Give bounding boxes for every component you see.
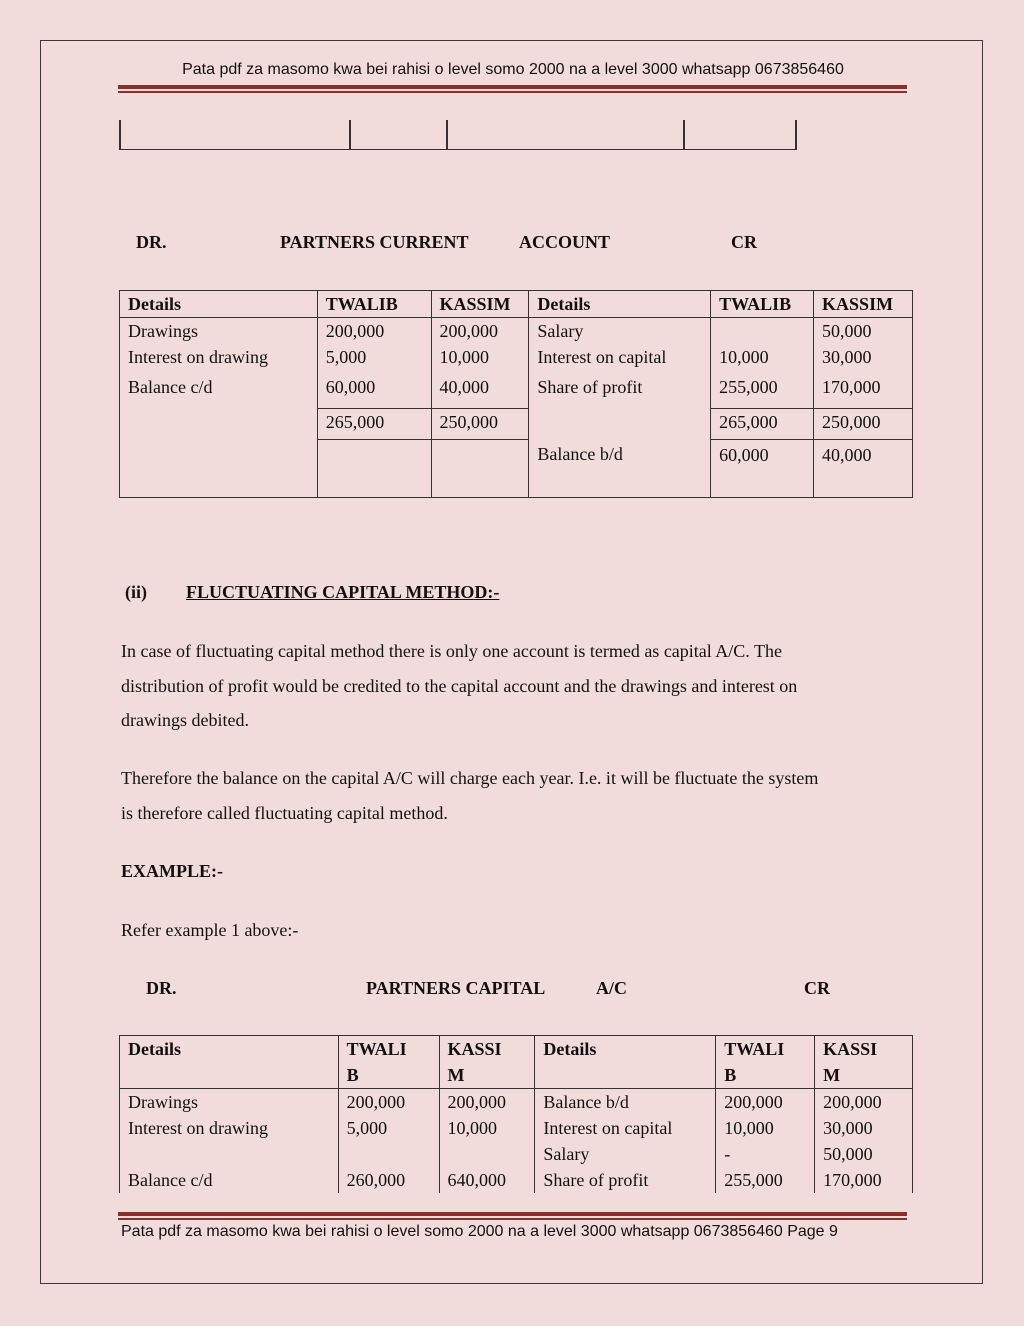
cell: 200,000	[716, 1089, 815, 1116]
cell	[431, 439, 529, 497]
cell: Balance c/d	[120, 1167, 339, 1193]
cell: Share of profit	[529, 370, 711, 408]
balance-bd-row	[120, 439, 913, 497]
cell: 40,000	[814, 439, 913, 497]
cell	[529, 408, 711, 439]
cell: 50,000	[815, 1141, 913, 1167]
cell: 255,000	[716, 1167, 815, 1193]
header-cell: KASSI M	[815, 1036, 913, 1089]
table-header-row	[120, 1036, 913, 1089]
cell	[338, 1141, 439, 1167]
title-part2: ACCOUNT	[519, 232, 611, 252]
table-header-row	[120, 291, 913, 318]
cell: 30,000	[814, 344, 913, 370]
example-heading: EXAMPLE:-	[121, 861, 223, 881]
cell: Interest on drawing	[120, 1115, 339, 1141]
cell: -	[716, 1141, 815, 1167]
table-row	[120, 344, 913, 370]
cell: 640,000	[439, 1167, 535, 1193]
header-cell: KASSI M	[439, 1036, 535, 1089]
cr-label: CR	[804, 978, 830, 998]
text-line: is therefore called fluctuating capital method.	[121, 802, 448, 823]
cell: Balance c/d	[120, 370, 318, 408]
cell	[317, 439, 431, 497]
cell: 260,000	[338, 1167, 439, 1193]
header-cell: Details	[120, 1036, 339, 1089]
table-stub	[119, 120, 797, 150]
header-rule-thin	[118, 91, 907, 93]
cell: Balance b/d	[529, 439, 711, 497]
cell: Balance b/d	[535, 1089, 716, 1116]
table-row	[120, 1167, 913, 1193]
header-cell: TWALI B	[338, 1036, 439, 1089]
cell: 200,000	[431, 318, 529, 345]
capital-account-table	[119, 1035, 913, 1193]
title-part1: PARTNERS CAPITAL	[366, 978, 546, 998]
cell: 60,000	[711, 439, 814, 497]
current-account-table	[119, 290, 913, 498]
cell: 50,000	[814, 318, 913, 345]
cell: Salary	[535, 1141, 716, 1167]
text-line: In case of fluctuating capital method there is only one account is termed as capital A/C. The	[121, 641, 782, 661]
table-row	[120, 1115, 913, 1141]
cell: 255,000	[711, 370, 814, 408]
total-cell: 265,000	[317, 408, 431, 439]
paragraph-2	[121, 761, 911, 830]
header-cell: KASSIM	[814, 291, 913, 318]
cell: 60,000	[317, 370, 431, 408]
title-part2: A/C	[596, 978, 627, 998]
table-row	[120, 1089, 913, 1116]
cell	[120, 439, 318, 497]
totals-row	[120, 408, 913, 439]
table-row	[120, 318, 913, 345]
dr-label: DR.	[136, 232, 167, 252]
cell: Drawings	[120, 318, 318, 345]
cell: Interest on drawing	[120, 344, 318, 370]
cell: 10,000	[439, 1115, 535, 1141]
cell: 200,000	[439, 1089, 535, 1116]
cell: Salary	[529, 318, 711, 345]
section-number: (ii)	[125, 582, 147, 602]
header-cell: TWALIB	[317, 291, 431, 318]
dr-label: DR.	[146, 978, 177, 998]
footer-rule-thin	[118, 1218, 907, 1220]
header-cell: TWALI B	[716, 1036, 815, 1089]
table-row	[120, 1141, 913, 1167]
text-line: distribution of profit would be credited to the capital account and the drawings and interest on	[121, 675, 798, 696]
footer-rule	[118, 1212, 907, 1216]
header-cell: Details	[120, 291, 318, 318]
cell: Interest on capital	[529, 344, 711, 370]
title-part1: PARTNERS CURRENT	[280, 232, 469, 252]
page-footer: Pata pdf za masomo kwa bei rahisi o level somo 2000 na a level 3000 whatsapp 0673856460 Page 9	[121, 1223, 838, 1240]
cr-label: CR	[731, 232, 757, 252]
cell	[120, 408, 318, 439]
cell: 30,000	[815, 1115, 913, 1141]
cell: 40,000	[431, 370, 529, 408]
cell	[120, 1141, 339, 1167]
cell: 5,000	[317, 344, 431, 370]
cell: Drawings	[120, 1089, 339, 1116]
section-title: FLUCTUATING CAPITAL METHOD:-	[186, 582, 500, 602]
header-cell: KASSIM	[431, 291, 529, 318]
cell	[439, 1141, 535, 1167]
cell: 10,000	[711, 344, 814, 370]
refer-text: Refer example 1 above:-	[121, 920, 299, 940]
header-rule	[118, 85, 907, 89]
cell: 170,000	[815, 1167, 913, 1193]
total-cell: 250,000	[431, 408, 529, 439]
page-header: Pata pdf za masomo kwa bei rahisi o level somo 2000 na a level 3000 whatsapp 0673856460	[182, 61, 844, 78]
cell: 10,000	[431, 344, 529, 370]
cell: 200,000	[338, 1089, 439, 1116]
total-cell: 250,000	[814, 408, 913, 439]
text-line: drawings debited.	[121, 710, 249, 730]
cell: Interest on capital	[535, 1115, 716, 1141]
cell: 5,000	[338, 1115, 439, 1141]
cell: 200,000	[317, 318, 431, 345]
cell: 170,000	[814, 370, 913, 408]
header-cell: Details	[535, 1036, 716, 1089]
cell: Share of profit	[535, 1167, 716, 1193]
cell: 10,000	[716, 1115, 815, 1141]
header-cell: Details	[529, 291, 711, 318]
header-cell: TWALIB	[711, 291, 814, 318]
paragraph-1	[121, 634, 911, 738]
table-row	[120, 370, 913, 408]
cell	[711, 318, 814, 345]
text-line: Therefore the balance on the capital A/C will charge each year. I.e. it will be fluctuate the system	[121, 768, 819, 788]
total-cell: 265,000	[711, 408, 814, 439]
cell: 200,000	[815, 1089, 913, 1116]
